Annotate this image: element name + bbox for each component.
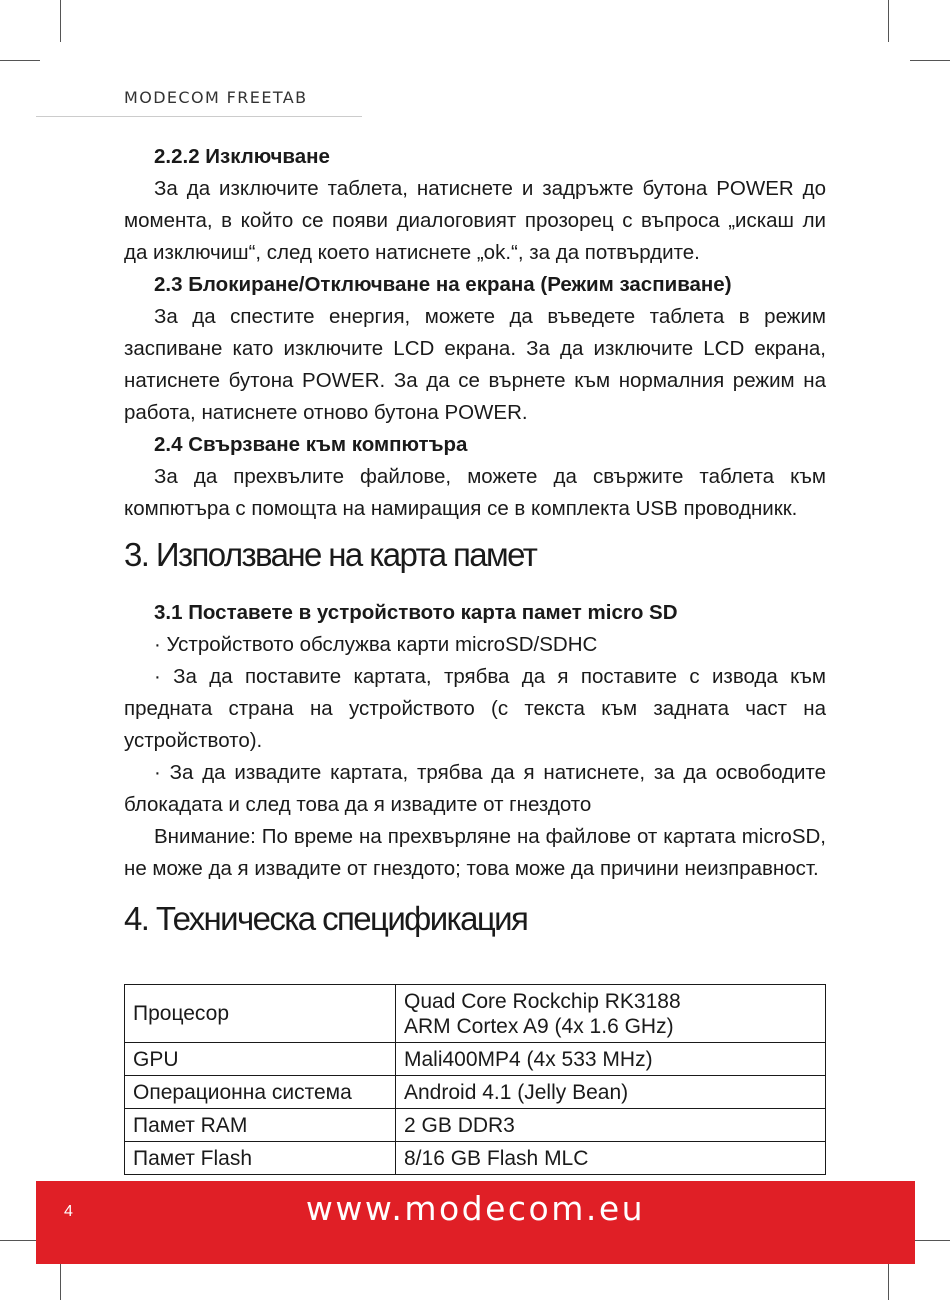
crop-mark — [0, 60, 40, 61]
paragraph: За да изключите таблета, натиснете и задръжте бутона POWER до момента, в който се появи диалоговият прозорец с въпроса „искаш ли да изключиш“, след което натиснете „ok.“, за да потвърдите. — [124, 177, 826, 264]
bullet-item: · Устройството обслужва карти microSD/SDHC — [154, 633, 598, 656]
page-number: 4 — [64, 1203, 73, 1220]
spec-value — [396, 985, 826, 1043]
website-link[interactable]: www.modecom.eu — [305, 1189, 646, 1228]
bullet-item: · За да поставите картата, трябва да я поставите с извода към предната страна на устройството (с текста към задната част на устройството). — [124, 665, 826, 752]
crop-mark — [60, 1258, 61, 1300]
crop-mark — [888, 1258, 889, 1300]
spec-value-line: Quad Core Rockchip RK3188 — [404, 989, 681, 1013]
spec-key: Памет RAM — [125, 1109, 396, 1142]
crop-mark — [910, 1240, 950, 1241]
crop-mark — [910, 60, 950, 61]
warning-paragraph: Внимание: По време на прехвърляне на файлове от картата microSD, не може да я извадите от гнездото; това може да причини неизправност. — [124, 825, 826, 880]
spec-value-line: ARM Cortex A9 (4x 1.6 GHz) — [404, 1014, 674, 1038]
spec-key: Процесор — [125, 985, 396, 1043]
paragraph: За да спестите енергия, можете да въведете таблета в режим заспиване като изключите LCD екрана. За да изключите LCD екрана, натиснете бутона POWER. За да се върнете към нормалния режим на работа, натиснете отново бутона POWER. — [124, 305, 826, 424]
footer-band — [36, 1181, 915, 1264]
crop-mark — [0, 1240, 40, 1241]
crop-mark — [60, 0, 61, 42]
table-row — [125, 985, 826, 1043]
section-heading: 2.3 Блокиране/Отключване на екрана (Режим заспиване) — [154, 273, 732, 296]
header-divider — [36, 116, 362, 117]
crop-mark — [888, 0, 889, 42]
bullet-item: · За да извадите картата, трябва да я натиснете, за да освободите блокадата и след това да я извадите от гнездото — [124, 761, 826, 816]
chapter-heading: 4. Техническа спецификация — [124, 900, 528, 937]
chapter-heading: 3. Използване на карта памет — [124, 536, 537, 573]
spec-key: GPU — [125, 1043, 396, 1076]
spec-value: 2 GB DDR3 — [396, 1109, 826, 1142]
table-row — [125, 1043, 826, 1076]
spec-key: Памет Flash — [125, 1142, 396, 1175]
spec-value: Mali400MP4 (4x 533 MHz) — [396, 1043, 826, 1076]
section-heading: 3.1 Поставете в устройството карта памет micro SD — [154, 601, 678, 624]
section-heading: 2.4 Свързване към компютъра — [154, 433, 468, 456]
table-row — [125, 1076, 826, 1109]
paragraph: За да прехвълите файлове, можете да свържите таблета към компютъра с помощта на намиращия се в комплекта USB проводникк. — [124, 465, 826, 520]
spec-value: Android 4.1 (Jelly Bean) — [396, 1076, 826, 1109]
table-row — [125, 1109, 826, 1142]
spec-key: Операционна система — [125, 1076, 396, 1109]
page-content — [124, 141, 826, 951]
section-heading: 2.2.2 Изключване — [154, 145, 330, 168]
running-header: MODECOM FREETAB — [124, 88, 308, 107]
table-row — [125, 1142, 826, 1175]
spec-table — [124, 984, 826, 1175]
spec-value: 8/16 GB Flash MLC — [396, 1142, 826, 1175]
